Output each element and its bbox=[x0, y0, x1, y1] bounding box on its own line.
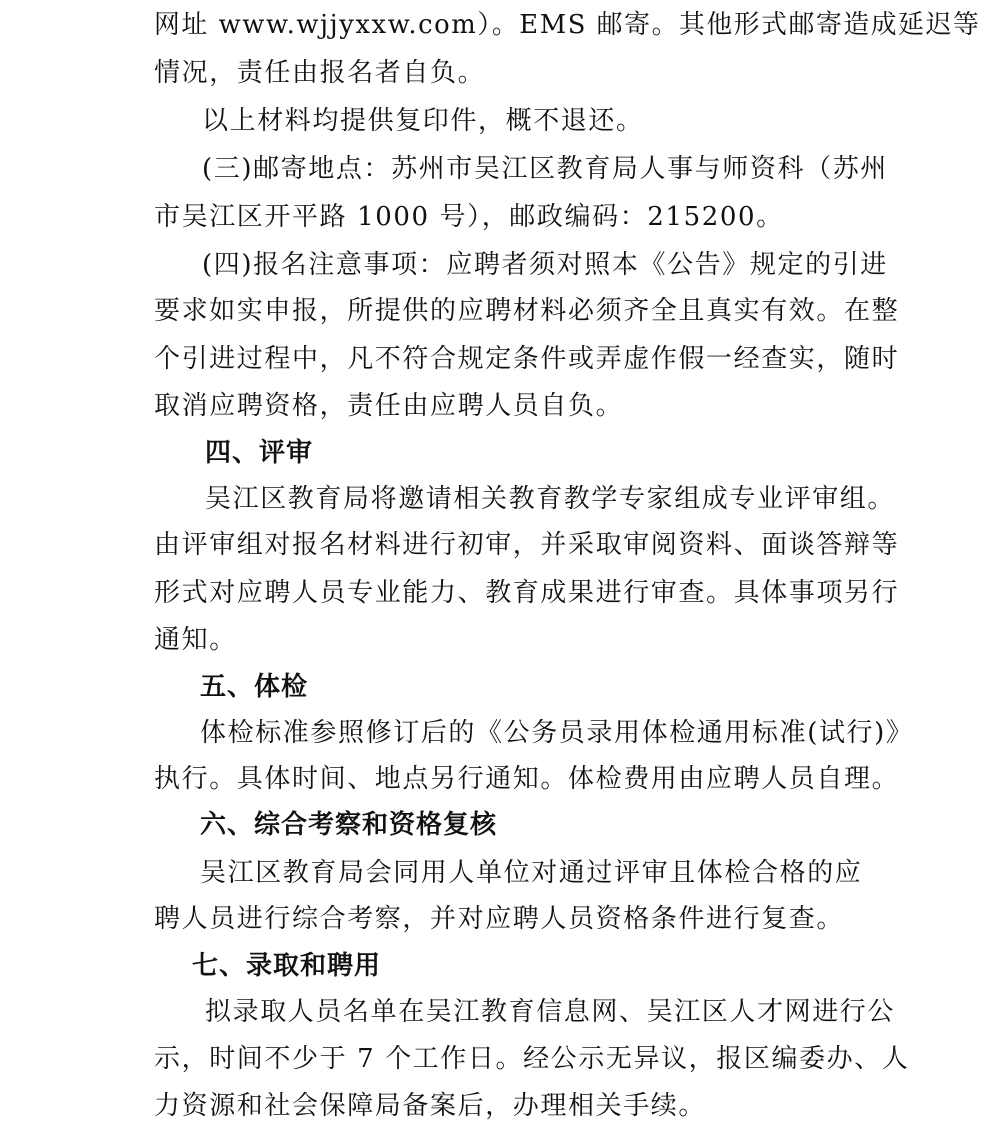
section-5-heading: 五、体检 bbox=[200, 672, 309, 702]
section-6-line-1: 吴江区教育局会同用人单位对通过评审且体检合格的应 bbox=[200, 858, 863, 888]
notes-line-4: 取消应聘资格，责任由应聘人员自负。 bbox=[154, 391, 624, 421]
notes-line-1: (四)报名注意事项：应聘者须对照本《公告》规定的引进 bbox=[202, 250, 888, 280]
section-5-line-2: 执行。具体时间、地点另行通知。体检费用由应聘人员自理。 bbox=[154, 764, 900, 794]
section-4-line-1: 吴江区教育局将邀请相关教育教学专家组成专业评审组。 bbox=[205, 484, 896, 514]
section-4-line-3: 形式对应聘人员专业能力、教育成果进行审查。具体事项另行 bbox=[154, 578, 900, 608]
notes-line-2: 要求如实申报，所提供的应聘材料必须齐全且真实有效。在整 bbox=[154, 296, 900, 326]
mailing-address-line-1: (三)邮寄地点：苏州市吴江区教育局人事与师资科（苏州 bbox=[202, 154, 888, 184]
mailing-address-line-2: 市吴江区开平路 1000 号），邮政编码：215200。 bbox=[154, 202, 784, 232]
section-6-heading: 六、综合考察和资格复核 bbox=[200, 810, 498, 840]
section-5-line-1: 体检标准参照修订后的《公务员录用体检通用标准(试行)》 bbox=[200, 718, 914, 748]
section-7-heading: 七、录取和聘用 bbox=[192, 951, 382, 981]
registration-tail-line-2: 情况，责任由报名者自负。 bbox=[154, 58, 486, 88]
section-4-heading: 四、评审 bbox=[205, 438, 314, 468]
section-7-line-2: 示，时间不少于 7 个工作日。经公示无异议，报区编委办、人 bbox=[154, 1044, 910, 1074]
section-7-line-1: 拟录取人员名单在吴江教育信息网、吴江区人才网进行公 bbox=[205, 997, 896, 1027]
notes-line-3: 个引进过程中，凡不符合规定条件或弄虚作假一经查实，随时 bbox=[154, 344, 900, 374]
registration-tail-line-1: 网址 www.wjjyxxw.com）。EMS 邮寄。其他形式邮寄造成延迟等 bbox=[154, 10, 981, 40]
section-6-line-2: 聘人员进行综合考察，并对应聘人员资格条件进行复查。 bbox=[154, 904, 845, 934]
materials-copies-paragraph: 以上材料均提供复印件，概不退还。 bbox=[202, 106, 644, 136]
section-4-line-2: 由评审组对报名材料进行初审，并采取审阅资料、面谈答辩等 bbox=[154, 530, 900, 560]
section-7-line-3: 力资源和社会保障局备案后，办理相关手续。 bbox=[154, 1091, 707, 1121]
section-4-line-4: 通知。 bbox=[154, 625, 237, 655]
